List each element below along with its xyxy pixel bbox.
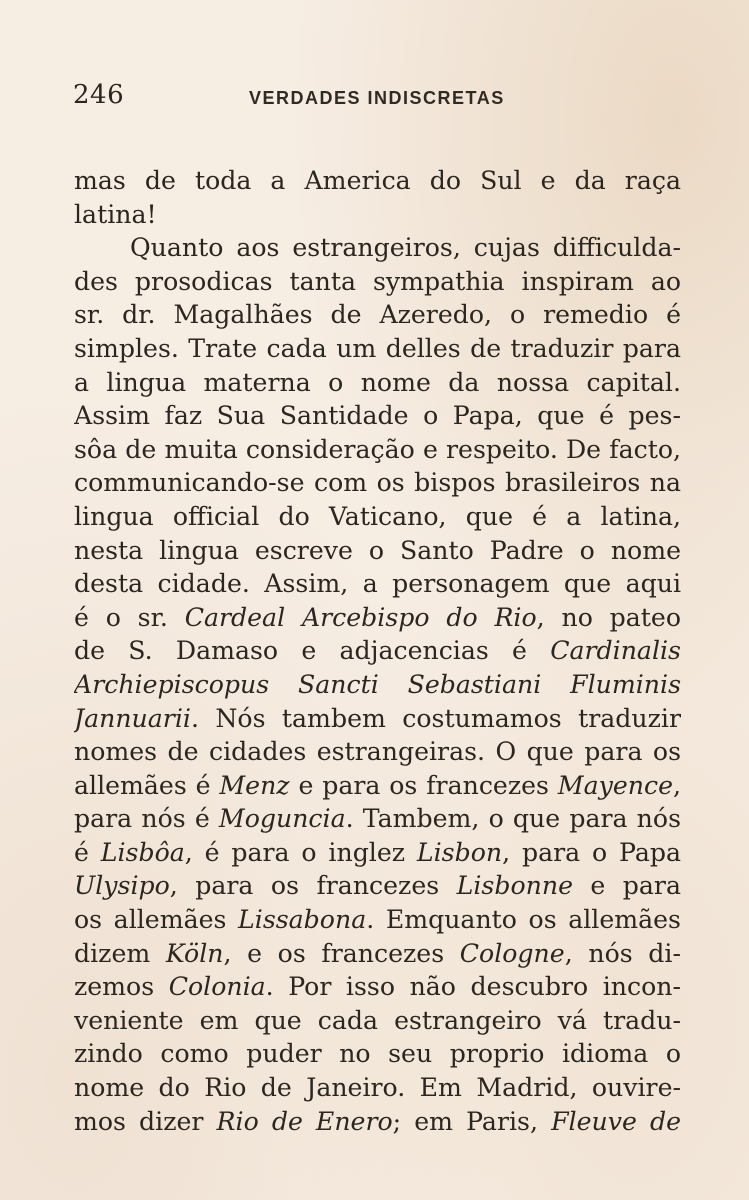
italic-text: Cologne	[459, 938, 565, 968]
text-segment: ,	[672, 770, 681, 800]
italic-text: Fleuve de	[551, 1106, 681, 1136]
text-line	[74, 1105, 681, 1139]
text-segment: sr. dr. Magalhães de Azeredo, o remedio é	[74, 300, 681, 330]
text-line	[74, 366, 681, 400]
italic-text: Moguncia	[218, 804, 346, 834]
text-line	[74, 298, 681, 332]
text-line	[74, 164, 681, 198]
text-line	[74, 937, 681, 971]
text-segment: lingua official do Vaticano, que é a latina,	[74, 501, 681, 531]
text-segment: Quanto aos estrangeiros, cujas difficulda-	[130, 233, 681, 263]
text-line	[74, 769, 681, 803]
text-line	[74, 634, 681, 668]
text-line	[74, 903, 681, 937]
italic-text: Lissabona	[238, 905, 367, 935]
italic-text: Jannuarii	[74, 703, 191, 733]
text-line	[74, 265, 681, 299]
italic-text: Lisbon	[416, 837, 503, 867]
italic-text: Köln	[165, 938, 224, 968]
text-segment: mos dizer	[74, 1106, 217, 1136]
text-segment: . Tambem, o que para nós	[345, 804, 681, 834]
text-segment: mas de toda a America do Sul e da raça	[74, 166, 681, 195]
text-line	[74, 668, 681, 702]
text-segment: zemos	[74, 972, 169, 1002]
italic-text: Archiepiscopus Sancti Sebastiani Fluminis	[74, 669, 681, 699]
text-segment: nomes de cidades estrangeiras. O que para os	[74, 737, 681, 767]
italic-text: Menz	[219, 770, 290, 800]
text-segment: , no pateo	[536, 602, 681, 632]
text-line	[74, 466, 681, 500]
text-line	[74, 534, 681, 568]
text-segment: des prosodicas tanta sympathia inspiram ao	[74, 266, 681, 296]
text-line	[74, 399, 681, 433]
text-segment: allemães é	[74, 770, 220, 800]
page-header	[73, 80, 685, 116]
text-line	[74, 601, 681, 635]
text-segment: . Nós tambem costumamos traduzir	[190, 703, 681, 733]
text-line	[74, 231, 681, 265]
text-segment: desta cidade. Assim, a personagem que aqui	[74, 569, 681, 599]
italic-text: Lisbonne	[456, 871, 573, 901]
italic-text: Mayence	[557, 770, 673, 800]
text-line	[74, 1004, 681, 1038]
text-segment: para nós é	[74, 804, 219, 834]
text-line	[74, 433, 681, 467]
text-segment: , nós di-	[564, 938, 681, 968]
text-segment: de S. Damaso e adjacencias é	[74, 636, 551, 666]
text-segment: , e os francezes	[223, 938, 460, 968]
text-segment: ; em Paris,	[392, 1106, 552, 1136]
italic-text: Cardinalis	[550, 636, 681, 666]
page-number: 246	[73, 80, 125, 110]
text-segment: , é para o inglez	[184, 837, 417, 867]
text-segment: zindo como puder no seu proprio idioma o	[74, 1039, 681, 1069]
italic-text: Ulysipo	[74, 871, 170, 901]
running-title: VERDADES INDISCRETAS	[249, 88, 505, 108]
text-segment: . Por isso não descubro incon-	[265, 972, 681, 1002]
text-segment: veniente em que cada estrangeiro vá tradu-	[74, 1005, 681, 1035]
text-segment: e para	[572, 871, 681, 901]
text-segment: a lingua materna o nome da nossa capital.	[74, 367, 681, 397]
italic-text: Colonia	[168, 972, 266, 1002]
text-line	[74, 869, 681, 903]
text-line	[74, 702, 681, 736]
italic-text: Cardeal Arcebispo do Rio	[184, 602, 537, 632]
text-segment: , para os francezes	[169, 871, 457, 901]
text-line	[74, 567, 681, 601]
body-text	[74, 164, 681, 1138]
text-segment: é o sr.	[74, 602, 185, 632]
italic-text: Rio de Enero	[216, 1106, 393, 1136]
text-segment: e para os francezes	[289, 770, 558, 800]
italic-text: Lisbôa	[100, 837, 185, 867]
text-line	[74, 735, 681, 769]
text-segment: , para o Papa	[502, 837, 681, 867]
text-segment: os allemães	[74, 905, 239, 935]
text-line	[74, 836, 681, 870]
text-line	[74, 1037, 681, 1071]
text-segment: Assim faz Sua Santidade o Papa, que é pes-	[74, 401, 681, 431]
text-line	[74, 500, 681, 534]
text-line	[74, 970, 681, 1004]
text-segment: é	[74, 837, 101, 867]
text-segment: simples. Trate cada um delles de traduzir para	[74, 333, 681, 363]
text-segment: dizem	[74, 938, 166, 968]
text-segment: latina!	[74, 199, 157, 229]
text-segment: communicando-se com os bispos brasileiros na	[74, 468, 681, 498]
text-segment: nome do Rio de Janeiro. Em Madrid, ouvire-	[74, 1073, 681, 1103]
text-line	[74, 198, 681, 232]
text-line	[74, 1071, 681, 1105]
text-segment: . Emquanto os allemães	[366, 905, 681, 935]
text-line	[74, 802, 681, 836]
text-line	[74, 332, 681, 366]
text-segment: sôa de muita consideração e respeito. De facto,	[74, 434, 681, 464]
text-segment: nesta lingua escreve o Santo Padre o nome	[74, 535, 681, 565]
